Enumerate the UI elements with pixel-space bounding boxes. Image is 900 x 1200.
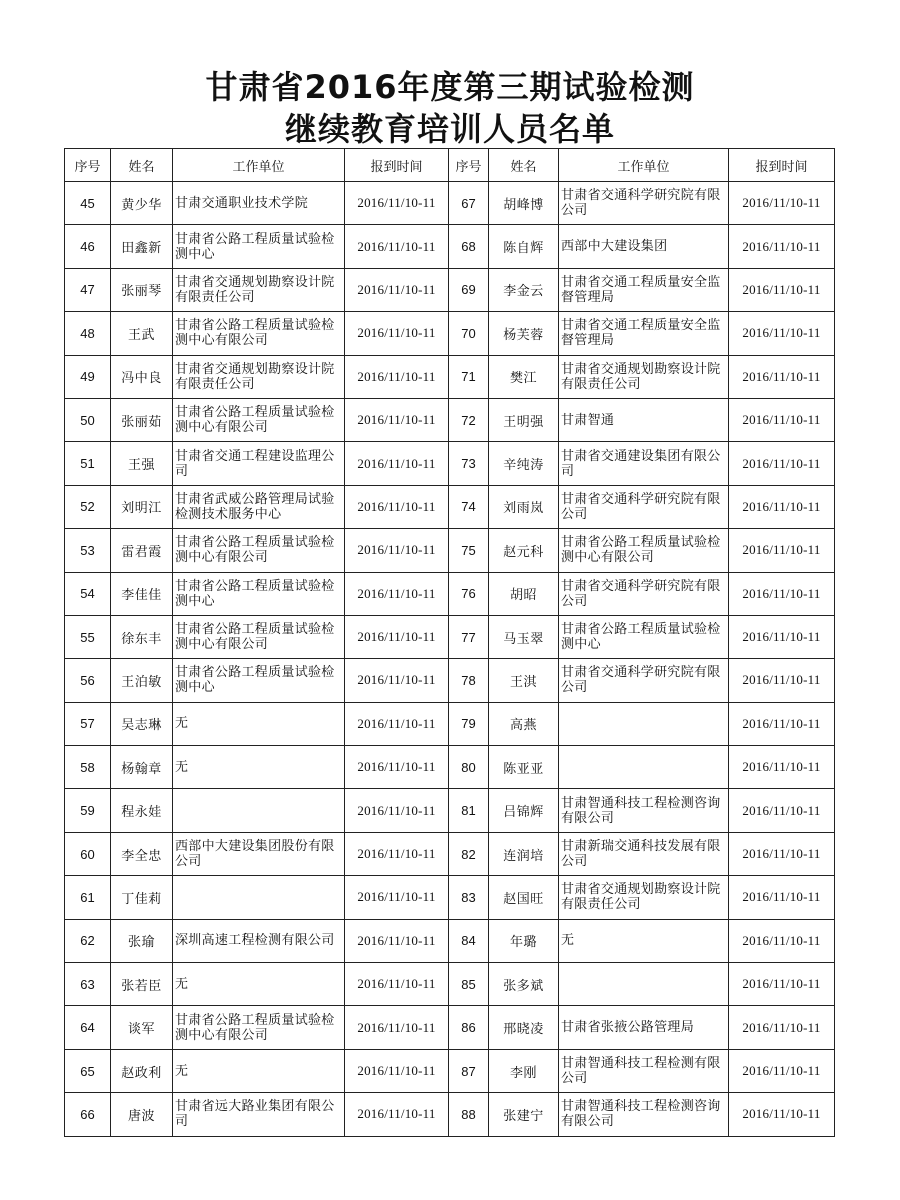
serial-number-right: 70 [449,312,489,355]
table-row [65,659,835,702]
check-in-date-left: 2016/11/10-11 [345,919,449,962]
work-unit-left: 甘肃省交通规划勘察设计院有限责任公司 [173,355,345,398]
table-row [65,529,835,572]
work-unit-right: 甘肃省公路工程质量试验检测中心有限公司 [559,529,729,572]
check-in-date-left: 2016/11/10-11 [345,268,449,311]
person-name-right: 李金云 [489,268,559,311]
check-in-date-left: 2016/11/10-11 [345,1093,449,1136]
check-in-date-left: 2016/11/10-11 [345,485,449,528]
check-in-date-right: 2016/11/10-11 [729,442,835,485]
serial-number-left: 65 [65,1049,111,1092]
check-in-date-left: 2016/11/10-11 [345,789,449,832]
table-row [65,702,835,745]
person-name-right: 王淇 [489,659,559,702]
serial-number-left: 60 [65,832,111,875]
work-unit-left: 深圳高速工程检测有限公司 [173,919,345,962]
check-in-date-left: 2016/11/10-11 [345,702,449,745]
person-name-left: 王武 [111,312,173,355]
person-name-right: 辛纯涛 [489,442,559,485]
work-unit-left: 甘肃省公路工程质量试验检测中心有限公司 [173,615,345,658]
check-in-date-right: 2016/11/10-11 [729,789,835,832]
check-in-date-left: 2016/11/10-11 [345,355,449,398]
serial-number-right: 87 [449,1049,489,1092]
work-unit-right: 甘肃智通科技工程检测有限公司 [559,1049,729,1092]
check-in-date-right: 2016/11/10-11 [729,702,835,745]
table-row [65,1049,835,1092]
check-in-date-right: 2016/11/10-11 [729,1093,835,1136]
serial-number-right: 73 [449,442,489,485]
serial-number-right: 67 [449,182,489,225]
check-in-date-right: 2016/11/10-11 [729,355,835,398]
header-unit-left: 工作单位 [173,149,345,182]
serial-number-left: 51 [65,442,111,485]
person-name-left: 唐波 [111,1093,173,1136]
document-title-line-2: 继续教育培训人员名单 [284,110,615,148]
serial-number-left: 54 [65,572,111,615]
work-unit-right: 甘肃智通科技工程检测咨询有限公司 [559,1093,729,1136]
check-in-date-left: 2016/11/10-11 [345,225,449,268]
serial-number-left: 63 [65,963,111,1006]
table-body [65,182,835,1137]
work-unit-right: 甘肃新瑞交通科技发展有限公司 [559,832,729,875]
person-name-right: 刘雨岚 [489,485,559,528]
check-in-date-right: 2016/11/10-11 [729,963,835,1006]
serial-number-left: 64 [65,1006,111,1049]
person-name-left: 李全忠 [111,832,173,875]
document-title-line-1: 甘肃省2016年度第三期试验检测 [205,68,695,106]
work-unit-left: 西部中大建设集团股份有限公司 [173,832,345,875]
work-unit-right: 无 [559,919,729,962]
person-name-left: 黄少华 [111,182,173,225]
table-row [65,442,835,485]
work-unit-left: 无 [173,746,345,789]
work-unit-left: 甘肃省公路工程质量试验检测中心 [173,225,345,268]
serial-number-right: 68 [449,225,489,268]
work-unit-left: 甘肃省交通工程建设监理公司 [173,442,345,485]
serial-number-left: 46 [65,225,111,268]
serial-number-right: 85 [449,963,489,1006]
person-name-right: 马玉翠 [489,615,559,658]
serial-number-left: 48 [65,312,111,355]
check-in-date-right: 2016/11/10-11 [729,615,835,658]
person-name-right: 樊江 [489,355,559,398]
person-name-left: 赵政利 [111,1049,173,1092]
work-unit-right: 甘肃省交通工程质量安全监督管理局 [559,268,729,311]
work-unit-right: 甘肃省交通规划勘察设计院有限责任公司 [559,876,729,919]
serial-number-right: 86 [449,1006,489,1049]
work-unit-left: 无 [173,963,345,1006]
serial-number-right: 76 [449,572,489,615]
work-unit-right [559,963,729,1006]
work-unit-left: 甘肃省武威公路管理局试验检测技术服务中心 [173,485,345,528]
person-name-left: 王强 [111,442,173,485]
header-name-left: 姓名 [111,149,173,182]
work-unit-left [173,876,345,919]
work-unit-left: 甘肃省公路工程质量试验检测中心有限公司 [173,312,345,355]
check-in-date-left: 2016/11/10-11 [345,312,449,355]
serial-number-left: 45 [65,182,111,225]
check-in-date-right: 2016/11/10-11 [729,1006,835,1049]
person-name-right: 胡峰博 [489,182,559,225]
work-unit-right: 甘肃省交通规划勘察设计院有限责任公司 [559,355,729,398]
check-in-date-right: 2016/11/10-11 [729,832,835,875]
table-row [65,312,835,355]
table-row [65,225,835,268]
header-date-right: 报到时间 [729,149,835,182]
person-name-left: 杨翰章 [111,746,173,789]
table-row [65,919,835,962]
work-unit-right: 甘肃省交通科学研究院有限公司 [559,572,729,615]
person-name-left: 张若臣 [111,963,173,1006]
person-name-right: 高燕 [489,702,559,745]
check-in-date-right: 2016/11/10-11 [729,225,835,268]
serial-number-right: 77 [449,615,489,658]
serial-number-right: 82 [449,832,489,875]
person-name-left: 吴志琳 [111,702,173,745]
work-unit-left: 甘肃交通职业技术学院 [173,182,345,225]
serial-number-left: 66 [65,1093,111,1136]
header-name-right: 姓名 [489,149,559,182]
work-unit-left: 无 [173,1049,345,1092]
serial-number-right: 81 [449,789,489,832]
work-unit-left: 甘肃省公路工程质量试验检测中心 [173,572,345,615]
check-in-date-left: 2016/11/10-11 [345,832,449,875]
person-name-right: 胡昭 [489,572,559,615]
check-in-date-right: 2016/11/10-11 [729,919,835,962]
serial-number-right: 71 [449,355,489,398]
person-name-right: 张多斌 [489,963,559,1006]
work-unit-left: 甘肃省公路工程质量试验检测中心有限公司 [173,1006,345,1049]
serial-number-left: 62 [65,919,111,962]
check-in-date-right: 2016/11/10-11 [729,182,835,225]
person-name-right: 陈自辉 [489,225,559,268]
person-name-left: 张瑜 [111,919,173,962]
person-name-left: 张丽茹 [111,398,173,441]
person-name-right: 吕锦辉 [489,789,559,832]
serial-number-left: 53 [65,529,111,572]
check-in-date-left: 2016/11/10-11 [345,1006,449,1049]
check-in-date-right: 2016/11/10-11 [729,398,835,441]
table-row [65,789,835,832]
table-row [65,832,835,875]
table-row [65,615,835,658]
check-in-date-right: 2016/11/10-11 [729,529,835,572]
person-name-right: 王明强 [489,398,559,441]
person-name-left: 李佳佳 [111,572,173,615]
work-unit-left: 无 [173,702,345,745]
person-name-left: 雷君霞 [111,529,173,572]
attendee-table [64,148,835,1137]
table-row [65,746,835,789]
serial-number-right: 78 [449,659,489,702]
check-in-date-left: 2016/11/10-11 [345,963,449,1006]
serial-number-left: 56 [65,659,111,702]
check-in-date-left: 2016/11/10-11 [345,615,449,658]
serial-number-left: 49 [65,355,111,398]
serial-number-left: 50 [65,398,111,441]
person-name-right: 赵国旺 [489,876,559,919]
serial-number-right: 75 [449,529,489,572]
check-in-date-left: 2016/11/10-11 [345,398,449,441]
check-in-date-right: 2016/11/10-11 [729,572,835,615]
work-unit-left: 甘肃省公路工程质量试验检测中心有限公司 [173,398,345,441]
check-in-date-right: 2016/11/10-11 [729,312,835,355]
check-in-date-right: 2016/11/10-11 [729,876,835,919]
header-unit-right: 工作单位 [559,149,729,182]
person-name-right: 年璐 [489,919,559,962]
person-name-left: 田鑫新 [111,225,173,268]
check-in-date-right: 2016/11/10-11 [729,268,835,311]
person-name-right: 张建宁 [489,1093,559,1136]
table-row [65,355,835,398]
serial-number-right: 69 [449,268,489,311]
check-in-date-left: 2016/11/10-11 [345,659,449,702]
work-unit-left: 甘肃省公路工程质量试验检测中心有限公司 [173,529,345,572]
person-name-left: 张丽琴 [111,268,173,311]
header-no-left: 序号 [65,149,111,182]
person-name-left: 刘明江 [111,485,173,528]
serial-number-left: 59 [65,789,111,832]
check-in-date-left: 2016/11/10-11 [345,1049,449,1092]
serial-number-right: 79 [449,702,489,745]
header-date-left: 报到时间 [345,149,449,182]
serial-number-right: 74 [449,485,489,528]
work-unit-left [173,789,345,832]
check-in-date-left: 2016/11/10-11 [345,746,449,789]
person-name-right: 李刚 [489,1049,559,1092]
work-unit-right: 甘肃省交通科学研究院有限公司 [559,485,729,528]
serial-number-right: 84 [449,919,489,962]
table-row [65,182,835,225]
person-name-right: 陈亚亚 [489,746,559,789]
work-unit-left: 甘肃省远大路业集团有限公司 [173,1093,345,1136]
table-row [65,268,835,311]
serial-number-left: 61 [65,876,111,919]
person-name-right: 连润培 [489,832,559,875]
serial-number-right: 72 [449,398,489,441]
work-unit-left: 甘肃省公路工程质量试验检测中心 [173,659,345,702]
table-row [65,876,835,919]
person-name-right: 杨芙蓉 [489,312,559,355]
person-name-left: 冯中良 [111,355,173,398]
person-name-right: 赵元科 [489,529,559,572]
table-row [65,1093,835,1136]
check-in-date-left: 2016/11/10-11 [345,876,449,919]
table-row [65,963,835,1006]
work-unit-right: 甘肃省交通科学研究院有限公司 [559,659,729,702]
table-row [65,572,835,615]
check-in-date-right: 2016/11/10-11 [729,659,835,702]
table-row [65,398,835,441]
check-in-date-left: 2016/11/10-11 [345,529,449,572]
person-name-right: 邢晓凌 [489,1006,559,1049]
work-unit-right: 西部中大建设集团 [559,225,729,268]
check-in-date-left: 2016/11/10-11 [345,182,449,225]
serial-number-left: 47 [65,268,111,311]
work-unit-right: 甘肃省张掖公路管理局 [559,1006,729,1049]
serial-number-left: 58 [65,746,111,789]
check-in-date-right: 2016/11/10-11 [729,485,835,528]
person-name-left: 程永娃 [111,789,173,832]
serial-number-right: 83 [449,876,489,919]
table-row [65,1006,835,1049]
header-no-right: 序号 [449,149,489,182]
work-unit-right [559,746,729,789]
table-header-row [65,149,835,182]
work-unit-right: 甘肃省交通科学研究院有限公司 [559,182,729,225]
serial-number-left: 55 [65,615,111,658]
work-unit-right [559,702,729,745]
work-unit-right: 甘肃省交通工程质量安全监督管理局 [559,312,729,355]
work-unit-right: 甘肃智通科技工程检测咨询有限公司 [559,789,729,832]
serial-number-left: 52 [65,485,111,528]
check-in-date-right: 2016/11/10-11 [729,1049,835,1092]
serial-number-right: 80 [449,746,489,789]
serial-number-right: 88 [449,1093,489,1136]
person-name-left: 徐东丰 [111,615,173,658]
table-row [65,485,835,528]
work-unit-left: 甘肃省交通规划勘察设计院有限责任公司 [173,268,345,311]
person-name-left: 谈军 [111,1006,173,1049]
work-unit-right: 甘肃省交通建设集团有限公司 [559,442,729,485]
check-in-date-left: 2016/11/10-11 [345,572,449,615]
work-unit-right: 甘肃省公路工程质量试验检测中心 [559,615,729,658]
work-unit-right: 甘肃智通 [559,398,729,441]
check-in-date-right: 2016/11/10-11 [729,746,835,789]
serial-number-left: 57 [65,702,111,745]
person-name-left: 丁佳莉 [111,876,173,919]
person-name-left: 王泊敏 [111,659,173,702]
check-in-date-left: 2016/11/10-11 [345,442,449,485]
